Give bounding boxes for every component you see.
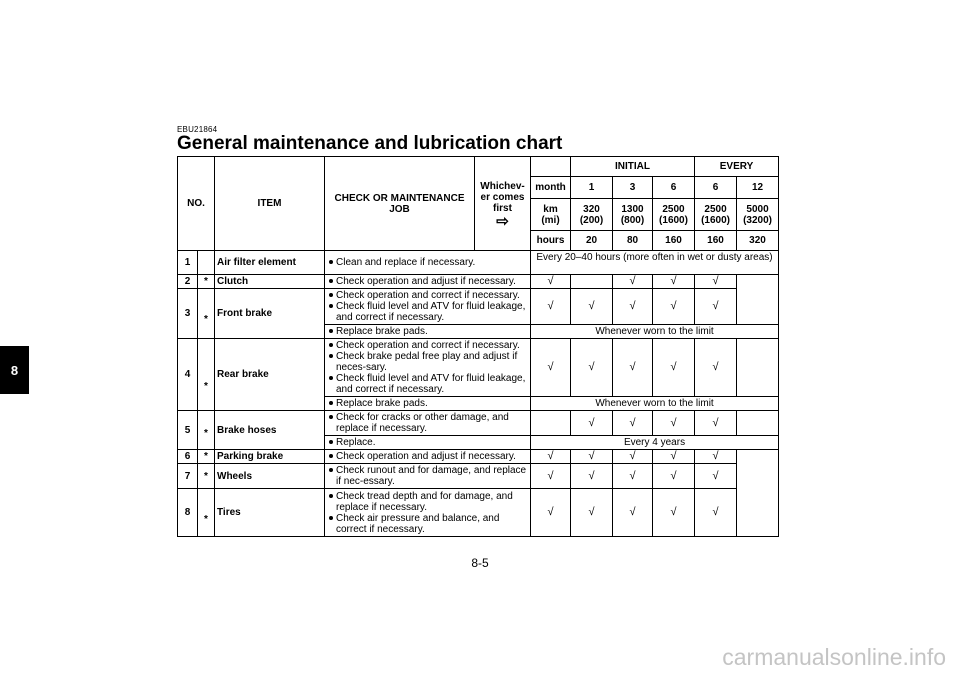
check-mark: √ [695, 411, 737, 436]
row-star [198, 251, 215, 275]
check-mark: √ [531, 489, 571, 537]
km-value: 320 (200) [571, 199, 613, 231]
check-mark: √ [653, 275, 695, 289]
check-mark: √ [695, 489, 737, 537]
hours-value: 320 [737, 231, 779, 251]
row-number: 2 [178, 275, 198, 289]
table-row [178, 289, 779, 325]
km-label: km (mi) [531, 199, 571, 231]
table-row [178, 464, 779, 489]
check-mark: √ [653, 464, 695, 489]
table-row [178, 489, 779, 537]
check-mark: √ [571, 411, 613, 436]
row-number: 6 [178, 450, 198, 464]
table-row [178, 275, 779, 289]
row-star: * [198, 411, 215, 450]
row-number: 8 [178, 489, 198, 537]
job-text: Check tread depth and for damage, and replace if necessary. [336, 490, 513, 513]
header-no: NO. [178, 157, 215, 251]
month-value: 1 [571, 177, 613, 199]
bullet-icon [329, 494, 333, 498]
interval-text: Every 4 years [531, 436, 779, 450]
whichever-label: Whichev-er comes first [480, 180, 525, 214]
month-value: 12 [737, 177, 779, 199]
job-text: Check operation and correct if necessary. [336, 340, 520, 351]
check-mark: √ [571, 289, 613, 325]
item-name: Parking brake [215, 450, 325, 464]
month-value: 6 [695, 177, 737, 199]
table-row [178, 251, 779, 275]
interval-text: Whenever worn to the limit [531, 397, 779, 411]
bullet-icon [329, 304, 333, 308]
km-value: 1300 (800) [613, 199, 653, 231]
page-title: General maintenance and lubrication chart [177, 133, 563, 154]
job-text: Check fluid level and ATV for fluid leakage, and correct if necessary. [336, 301, 526, 323]
job-cell [325, 464, 531, 489]
bullet-icon [329, 343, 333, 347]
job-text: Clean and replace if necessary. [336, 257, 476, 268]
maintenance-table [177, 156, 779, 537]
row-number: 4 [178, 339, 198, 411]
item-name: Front brake [215, 289, 325, 339]
month-label: month [531, 177, 571, 199]
job-text: Replace brake pads. [336, 398, 428, 409]
interval-text: Every 20–40 hours (more often in wet or dusty areas) [531, 251, 779, 275]
check-mark: √ [571, 464, 613, 489]
page-number: 8-5 [471, 556, 489, 570]
job-text: Check operation and correct if necessary. [336, 290, 520, 301]
check-mark: √ [695, 339, 737, 397]
job-cell [325, 411, 531, 436]
check-mark: √ [571, 489, 613, 537]
row-star: * [198, 339, 215, 411]
row-star: * [198, 489, 215, 537]
header-every: EVERY [695, 157, 779, 177]
hours-value: 160 [695, 231, 737, 251]
row-star: * [198, 464, 215, 489]
check-mark: √ [613, 289, 653, 325]
item-name: Tires [215, 489, 325, 537]
check-mark: √ [653, 411, 695, 436]
row-number: 1 [178, 251, 198, 275]
check-mark: √ [571, 450, 613, 464]
job-cell [325, 289, 531, 325]
hours-value: 80 [613, 231, 653, 251]
hours-value: 160 [653, 231, 695, 251]
check-mark: √ [695, 464, 737, 489]
job-text: Check brake pedal free play and adjust if neces-sary. [336, 351, 518, 373]
bullet-icon [329, 376, 333, 380]
interval-text: Whenever worn to the limit [531, 325, 779, 339]
item-name: Brake hoses [215, 411, 325, 450]
check-mark: √ [531, 464, 571, 489]
check-mark: √ [613, 489, 653, 537]
job-cell [325, 397, 531, 411]
header-item: ITEM [215, 157, 325, 251]
row-number: 7 [178, 464, 198, 489]
km-value: 2500 (1600) [695, 199, 737, 231]
job-cell [325, 489, 531, 537]
job-text: Replace. [336, 437, 376, 448]
header-job: CHECK OR MAINTENANCE JOB [325, 157, 475, 251]
row-number: 5 [178, 411, 198, 450]
job-text: Check operation and adjust if necessary. [336, 276, 516, 287]
job-text: Check operation and adjust if necessary. [336, 451, 516, 462]
chapter-tab: 8 [0, 346, 29, 394]
job-text: Check fluid level and ATV for fluid leakage, and correct if necessary. [336, 373, 526, 395]
check-mark: √ [653, 489, 695, 537]
hours-label: hours [531, 231, 571, 251]
job-cell [325, 275, 531, 289]
check-mark: √ [695, 275, 737, 289]
document-code: EBU21864 [177, 125, 218, 134]
bullet-icon [329, 516, 333, 520]
job-cell [325, 325, 531, 339]
item-name: Clutch [215, 275, 325, 289]
table-row [178, 339, 779, 397]
row-number: 3 [178, 289, 198, 339]
check-mark: √ [531, 450, 571, 464]
check-mark: √ [653, 289, 695, 325]
item-name: Wheels [215, 464, 325, 489]
row-star: * [198, 275, 215, 289]
hours-value: 20 [571, 231, 613, 251]
table-row [178, 411, 779, 436]
month-value: 3 [613, 177, 653, 199]
bullet-icon [329, 329, 333, 333]
check-mark: √ [613, 464, 653, 489]
job-text: Check air pressure and balance, and correct if necessary. [336, 512, 500, 535]
km-value: 5000 (3200) [737, 199, 779, 231]
item-name: Air filter element [215, 251, 325, 275]
header-row-initial [178, 157, 779, 177]
bullet-icon [329, 454, 333, 458]
bullet-icon [329, 440, 333, 444]
bullet-icon [329, 260, 333, 264]
check-mark: √ [695, 289, 737, 325]
job-cell [325, 339, 531, 397]
check-mark: √ [531, 289, 571, 325]
check-mark: √ [531, 275, 571, 289]
bullet-icon [329, 354, 333, 358]
job-cell [325, 436, 531, 450]
job-cell [325, 450, 531, 464]
check-mark: √ [653, 339, 695, 397]
check-mark: √ [653, 450, 695, 464]
bullet-icon [329, 415, 333, 419]
check-mark: √ [613, 339, 653, 397]
job-text: Replace brake pads. [336, 326, 428, 337]
job-text: Check runout and for damage, and replace if nec-essary. [336, 465, 527, 487]
item-name: Rear brake [215, 339, 325, 411]
job-text: Check for cracks or other damage, and replace if necessary. [336, 412, 509, 434]
month-value: 6 [653, 177, 695, 199]
row-star: * [198, 450, 215, 464]
table-row [178, 450, 779, 464]
check-mark: √ [695, 450, 737, 464]
header-initial: INITIAL [571, 157, 695, 177]
bullet-icon [329, 293, 333, 297]
bullet-icon [329, 468, 333, 472]
km-value: 2500 (1600) [653, 199, 695, 231]
check-mark: √ [571, 339, 613, 397]
check-mark: √ [613, 275, 653, 289]
bullet-icon [329, 401, 333, 405]
check-mark: √ [613, 450, 653, 464]
row-star: * [198, 289, 215, 339]
header-whichever [475, 157, 531, 251]
watermark: carmanualsonline.info [722, 644, 946, 670]
bullet-icon [329, 279, 333, 283]
check-mark: √ [613, 411, 653, 436]
job-cell [325, 251, 531, 275]
arrow-right-icon: ⇨ [496, 212, 509, 230]
check-mark: √ [531, 339, 571, 397]
